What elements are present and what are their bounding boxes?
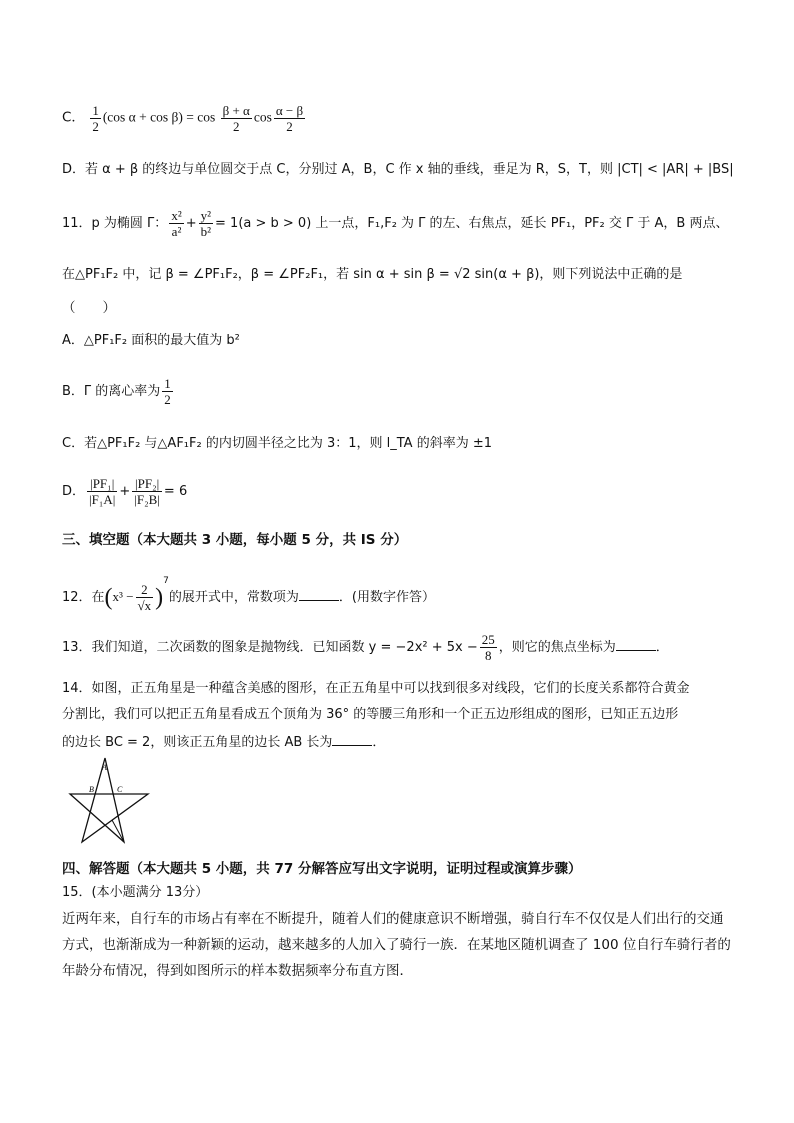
label-c: C xyxy=(117,785,123,794)
fraction-pf1-f1a: $\frac{\text{|PF₁|}}{\text{|F₁A|}}$ xyxy=(89,476,116,507)
q11-option-d: D． $\frac{\text{|PF₁|}}{\text{|F₁A|}}$ + $\frac{\text{|PF₂|}}{\text{|F₂B|}}$ = 6 xyxy=(62,476,188,507)
q11-line-2: 在△PF₁F₂ 中，记 β = ∠PF₁F₂，β = ∠PF₂F₁，若 sin α + sin β = √2 sin(α + β)，则下列说法中正确的是 xyxy=(62,267,683,282)
label-a: A xyxy=(102,763,107,772)
q14-line-2: 分割比，我们可以把正五角星看成五个顶角为 36° 的等腰三角形和一个正五边形组成的图形，已知正五边形 xyxy=(62,707,679,722)
q11-option-c: C．若△PF₁F₂ 与△AF₁F₂ 的内切圆半径之比为 3：1，则 l_TA 的斜率为 ±1 xyxy=(62,436,492,451)
right-paren-icon: ) xyxy=(155,584,164,611)
fraction-beta-plus-alpha: $\frac{\beta + \alpha}{2}$ xyxy=(222,103,250,134)
fraction-25-8: $\frac{25}{8}$ xyxy=(481,632,495,663)
q11-line-1: 11．p 为椭圆 Γ： $\frac{\text{x²}}{\text{a²}}$ + $\frac{\text{y²}}{\text{b²}}$ = 1(a > b > 0) 上一点，F₁,F₂ 为 Γ 的左、右焦点，延长 PF₁，PF₂ 交 Γ 于 A，B 两点、 xyxy=(62,208,729,239)
answer-blank xyxy=(332,731,372,746)
section-4-title: 四、解答题（本大题共 5 小题，共 77 分解答应写出文字说明，证明过程或演算步骤） xyxy=(62,861,582,877)
q12: 12．在(x³ − $\frac{2}{√x}$ )$^7$的展开式中，常数项为 ．(用数字作答） xyxy=(62,576,435,613)
answer-blank xyxy=(299,586,339,601)
fraction-alpha-minus-beta: $\frac{\alpha - \beta}{2}$ xyxy=(275,103,304,134)
fraction-pf2-f2b: $\frac{\text{|PF₂|}}{\text{|F₂B|}}$ xyxy=(134,476,160,507)
cos-text: cos xyxy=(253,109,272,125)
arrow-line xyxy=(112,820,124,842)
q13: 13．我们知道，二次函数的图象是抛物线．已知函数 y = −2x² + 5x − $\frac{25}{8}$ ，则它的焦点坐标为 ． xyxy=(62,632,669,663)
fraction-2-sqrtx: $\frac{2}{√x}$ xyxy=(137,582,152,613)
left-paren-icon: ( xyxy=(104,584,113,611)
q14-line-3: 的边长 BC = 2，则该正五角星的边长 AB 长为 ． xyxy=(62,731,385,753)
fraction-x2-a2: $\frac{\text{x²}}{\text{a²}}$ xyxy=(171,208,182,239)
q10-option-d: D．若 α + β 的终边与单位圆交于点 C，分别过 A，B，C 作 x 轴的垂线，垂足为 R，S，T，则 |CT| < |AR| + |BS| xyxy=(62,162,734,177)
star-outline xyxy=(70,758,148,842)
q10-option-c xyxy=(62,103,307,134)
q11-option-b: B．Γ 的离心率为 $\frac{1}{2}$ xyxy=(62,376,171,407)
section-3-title: 三、填空题（本大题共 3 小题，每小题 5 分，共 IS 分） xyxy=(62,532,408,548)
answer-paren: （ ） xyxy=(62,300,116,316)
q11-option-a: A．△PF₁F₂ 面积的最大值为 b² xyxy=(62,333,240,348)
option-label: C． xyxy=(62,109,85,126)
fraction-y2-b2: $\frac{\text{y²}}{\text{b²}}$ xyxy=(200,208,212,239)
label-b: B xyxy=(89,785,94,794)
fraction-half: $\frac{1}{2}$ xyxy=(92,103,99,134)
fraction-one-half: $\frac{1}{2}$ xyxy=(164,376,171,407)
pentagram-figure xyxy=(62,754,158,850)
q15-body: 近两年来，自行车的市场占有率在不断提升，随着人们的健康意识不断增强，骑自行车不仅仅是人们出行的交通方式，也渐渐成为一种新颖的运动，越来越多的人加入了骑行一族．在某地区随机调查了 100 位自行车骑行者的年龄分布情况，得到如图所示的样本数据频率分布直方图． xyxy=(62,911,731,979)
cos-sum-expression: (cos α + cos β) = cos xyxy=(102,109,216,125)
q15-heading: 15．(本小题满分 13分） xyxy=(62,885,209,900)
answer-blank xyxy=(616,636,656,651)
q14-line-1: 14．如图，正五角星是一种蕴含美感的图形，在正五角星中可以找到很多对线段，它们的长度关系都符合黄金 xyxy=(62,681,690,696)
